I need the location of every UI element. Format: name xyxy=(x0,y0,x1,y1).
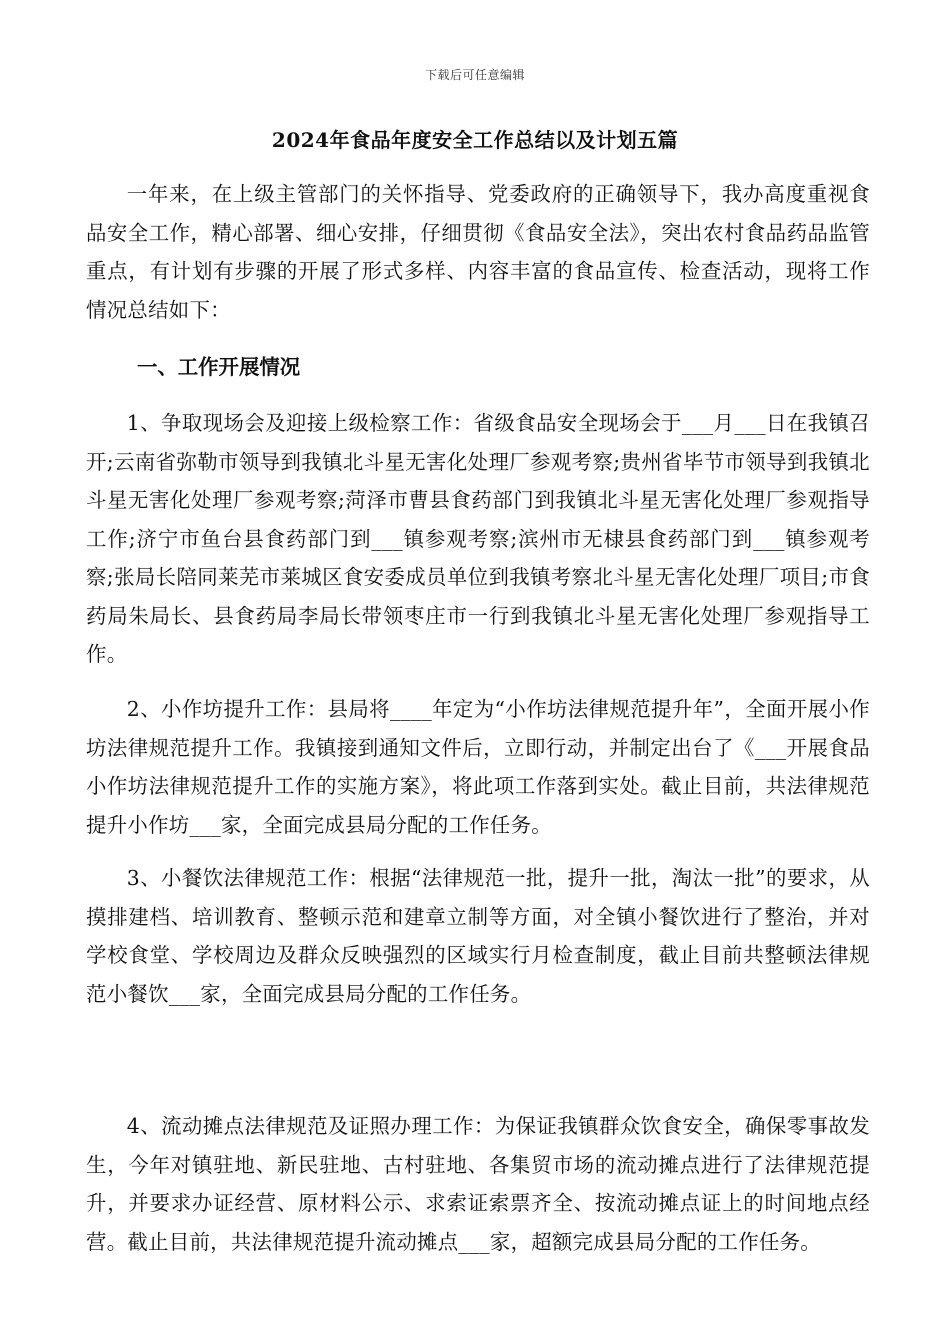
header-note: 下载后可任意编辑 xyxy=(424,68,525,82)
section-heading: 一、工作开展情况 xyxy=(137,355,301,379)
document-title: 2024年食品年度安全工作总结以及计划五篇 xyxy=(271,128,679,152)
intro-paragraph: 一年来，在上级主管部门的关怀指导、党委政府的正确领导下，我办高度重视食品安全工作，精心部署、细心安排，仔细贯彻《食品安全法》，突出农村食品药品监管重点，有计划有步骤的开展了形式多样、内容丰富的食品宣传、检查活动，现将工作情况总结如下： xyxy=(86,182,870,322)
paragraph-3: 3、小餐饮法律规范工作：根据“法律规范一批，提升一批，淘汰一批”的要求，从摸排建档、培训教育、整顿示范和建章立制等方面，对全镇小餐饮进行了整治，并对学校食堂、学校周边及群众反映强烈的区域实行月检查制度，截止目前共整顿法律规范小餐饮___家，全面完成县局分配的工作任务。 xyxy=(86,866,870,1006)
paragraph-2: 2、小作坊提升工作：县局将____年定为“小作坊法律规范提升年”，全面开展小作坊法律规范提升工作。我镇接到通知文件后，立即行动，并制定出台了《___开展食品小作坊法律规范提升工作的实施方案》，将此项工作落到实处。截止目前，共法律规范提升小作坊___家，全面完成县局分配的工作任务。 xyxy=(86,697,870,837)
paragraph-4: 4、流动摊点法律规范及证照办理工作：为保证我镇群众饮食安全，确保零事故发生，今年对镇驻地、新民驻地、古村驻地、各集贸市场的流动摊点进行了法律规范提升，并要求办证经营、原材料公示、求索证索票齐全、按流动摊点证上的时间地点经营。截止目前，共法律规范提升流动摊点___家，超额完成县局分配的工作任务。 xyxy=(86,1114,870,1254)
paragraph-1: 1、争取现场会及迎接上级检察工作：省级食品安全现场会于___月___日在我镇召开;云南省弥勒市领导到我镇北斗星无害化处理厂参观考察;贵州省毕节市领导到我镇北斗星无害化处理厂参观考察;菏泽市曹县食药部门到我镇北斗星无害化处理厂参观指导工作;济宁市鱼台县食药部门到___镇参观考察;滨州市无棣县食药部门到___镇参观考察;张局长陪同莱芜市莱城区食安委成员单位到我镇考察北斗星无害化处理厂项目;市食药局朱局长、县食药局李局长带领枣庄市一行到我镇北斗星无害化处理厂参观指导工作。 xyxy=(86,411,870,666)
